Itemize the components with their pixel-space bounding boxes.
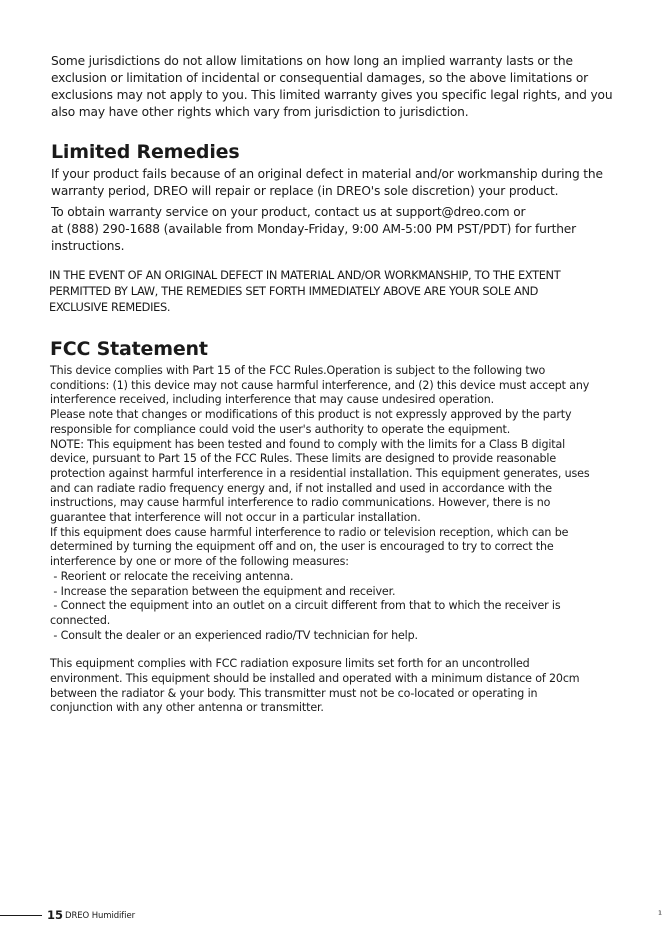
text-line: also may have other rights which vary from jurisdiction to jurisdiction. bbox=[51, 105, 469, 119]
text-line: conditions: (1) this device may not cause harmful interference, and (2) this device must accept any bbox=[50, 378, 590, 392]
text-line: between the radiator & your body. This transmitter must not be co-located or operating in bbox=[50, 686, 538, 700]
text-line: To obtain warranty service on your product, contact us at support@dreo.com or bbox=[51, 205, 526, 219]
text-line: Some jurisdictions do not allow limitations on how long an implied warranty lasts or the bbox=[51, 54, 573, 68]
text-line: This equipment complies with FCC radiation exposure limits set forth for an uncontrolled bbox=[50, 657, 530, 671]
text-line: environment. This equipment should be installed and operated with a minimum distance of 20cm bbox=[50, 672, 580, 686]
text-line: guarantee that interference will not occur in a particular installation. bbox=[50, 511, 421, 525]
text-line: interference received, including interference that may cause undesired operation. bbox=[50, 393, 495, 407]
page-number: 15 bbox=[47, 908, 64, 922]
text-line: instructions, may cause harmful interference to radio communications. However, there is no bbox=[50, 496, 551, 510]
text-line: conjunction with any other antenna or transmitter. bbox=[50, 701, 324, 715]
text-line: If your product fails because of an original defect in material and/or workmanship during the bbox=[51, 167, 603, 181]
text-line: interference by one or more of the following measures: bbox=[50, 555, 349, 569]
text-line: exclusions may not apply to you. This limited warranty gives you specific legal rights, and you bbox=[51, 88, 613, 102]
text-line: - Increase the separation between the equipment and receiver. bbox=[50, 584, 396, 598]
text-line: Please note that changes or modifications of this product is not expressly approved by the party bbox=[50, 408, 572, 422]
text-line: EXCLUSIVE REMEDIES. bbox=[49, 300, 171, 314]
text-line: warranty period, DREO will repair or replace (in DREO's sole discretion) your product. bbox=[51, 184, 559, 198]
page-footer bbox=[0, 909, 662, 923]
text-line: If this equipment does cause harmful interference to radio or television reception, which can be bbox=[50, 525, 569, 539]
text-line: connected. bbox=[50, 613, 111, 627]
text-line: PERMITTED BY LAW, THE REMEDIES SET FORTH IMMEDIATELY ABOVE ARE YOUR SOLE AND bbox=[49, 284, 539, 298]
footer-edge-mark: ¹ bbox=[657, 910, 662, 921]
text-line: - Connect the equipment into an outlet on a circuit different from that to which the receiver is bbox=[50, 599, 561, 613]
text-line: - Consult the dealer or an experienced radio/TV technician for help. bbox=[50, 628, 418, 642]
rf-exposure-paragraph bbox=[50, 657, 615, 716]
exclusive-remedies-notice bbox=[49, 267, 611, 315]
text-line: device, pursuant to Part 15 of the FCC Rules. These limits are designed to provide reasonable bbox=[50, 452, 557, 466]
limited-remedies-paragraph bbox=[51, 166, 611, 200]
text-line: - Reorient or relocate the receiving antenna. bbox=[50, 569, 294, 583]
text-line: exclusion or limitation of incidental or consequential damages, so the above limitations or bbox=[51, 71, 588, 85]
text-line: responsible for compliance could void the user's authority to operate the equipment. bbox=[50, 422, 511, 436]
limited-remedies-heading: Limited Remedies bbox=[51, 141, 240, 163]
text-line: instructions. bbox=[51, 239, 125, 253]
footer-rule bbox=[0, 915, 42, 916]
warranty-jurisdiction-paragraph bbox=[51, 53, 611, 121]
fcc-statement-heading: FCC Statement bbox=[50, 338, 208, 360]
text-line: determined by turning the equipment off and on, the user is encouraged to try to correct the bbox=[50, 540, 554, 554]
text-line: This device complies with Part 15 of the FCC Rules.Operation is subject to the following two bbox=[50, 364, 546, 377]
warranty-service-paragraph bbox=[51, 204, 611, 255]
footer-title: DREO Humidifier bbox=[65, 911, 135, 921]
text-line: at (888) 290-1688 (available from Monday-Friday, 9:00 AM-5:00 PM PST/PDT) for further bbox=[51, 222, 577, 236]
text-line: and can radiate radio frequency energy and, if not installed and used in accordance with the bbox=[50, 481, 552, 495]
page-content bbox=[51, 53, 611, 716]
text-line: IN THE EVENT OF AN ORIGINAL DEFECT IN MATERIAL AND/OR WORKMANSHIP, TO THE EXTENT bbox=[49, 268, 561, 282]
text-line: NOTE: This equipment has been tested and found to comply with the limits for a Class B digital bbox=[50, 437, 566, 451]
text-line: protection against harmful interference in a residential installation. This equipment generates, uses bbox=[50, 466, 590, 480]
fcc-compliance-text bbox=[50, 364, 615, 643]
